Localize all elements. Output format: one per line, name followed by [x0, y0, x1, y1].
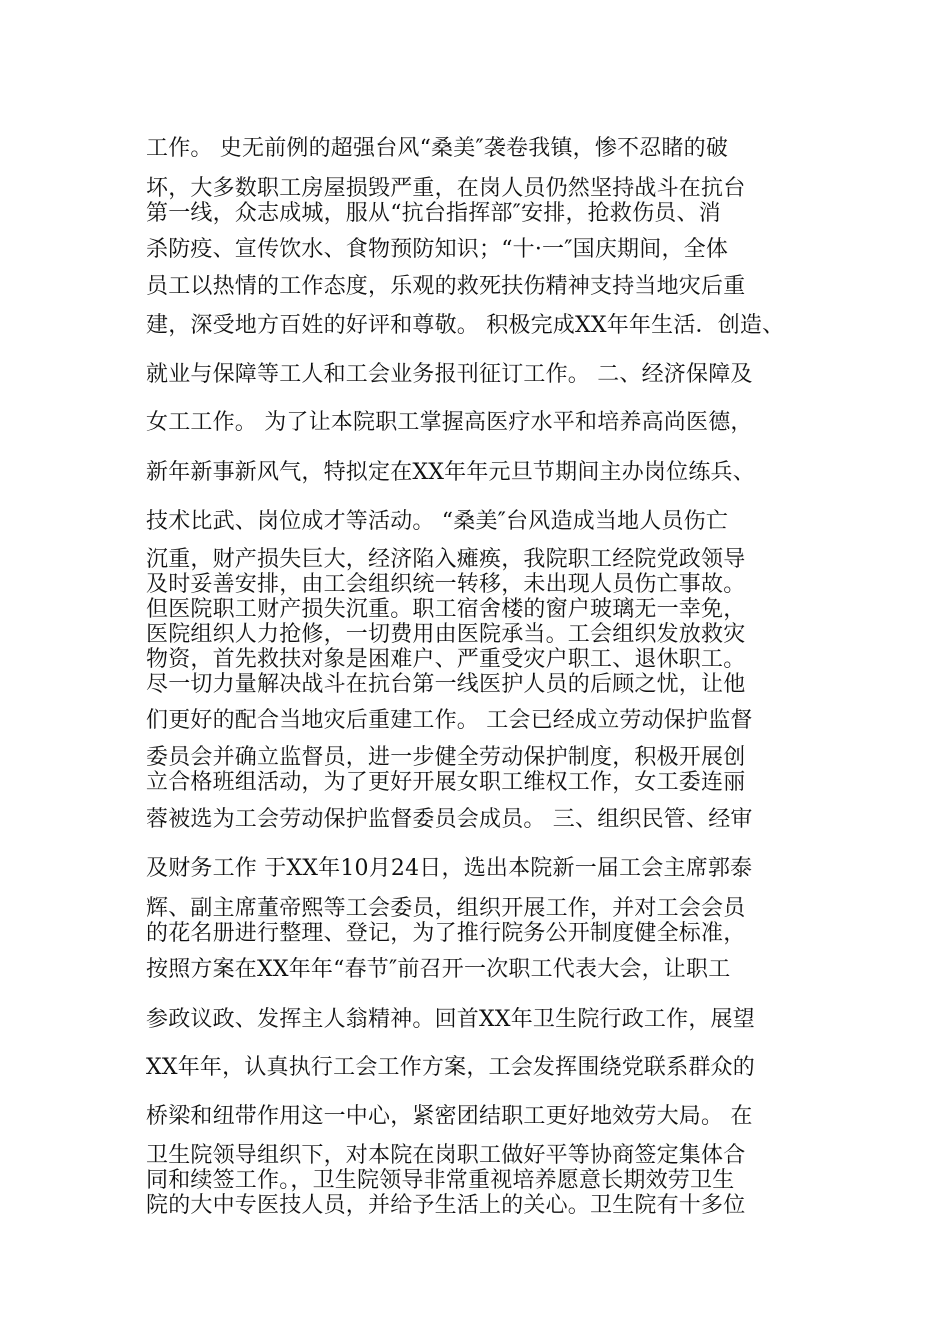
text-line: 立合格班组活动，为了更好开展女职工维权工作，女工委连丽: [146, 770, 746, 795]
text-line: 员工以热情的工作态度，乐观的救死扶伤精神支持当地灾后重: [146, 274, 746, 299]
text-line: 新年新事新风气，特拟定在XX年年元旦节期间主办岗位练兵、: [146, 460, 755, 485]
text-line: 蓉被选为工会劳动保护监督委员会成员。 三、组织民管、经审: [146, 807, 753, 832]
text-line: 就业与保障等工人和工会业务报刊征订工作。 二、经济保障及: [146, 362, 753, 387]
text-line: 沉重，财产损失巨大，经济陷入瘫痪，我院职工经院党政领导: [146, 547, 746, 572]
text-line: 但医院职工财产损失沉重。职工宿舍楼的窗户玻璃无一幸免，: [146, 597, 746, 622]
text-line: 第一线，众志成城，服从“抗台指挥部″安排，抢救伤员、消: [146, 201, 721, 226]
text-line: 卫生院领导组织下，对本院在岗职工做好平等协商签定集体合: [146, 1143, 746, 1168]
text-line: 委员会并确立监督员，进一步健全劳动保护制度，积极开展创: [146, 745, 746, 770]
text-line: 及时妥善安排，由工会组织统一转移，未出现人员伤亡事故。: [146, 572, 746, 597]
text-line: 们更好的配合当地灾后重建工作。 工会已经成立劳动保护监督: [146, 708, 753, 733]
text-line: 尽一切力量解决战斗在抗台第一线医护人员的后顾之忧，让他: [146, 672, 746, 697]
text-line: XX年年，认真执行工会工作方案，工会发挥围绕党联系群众的: [146, 1055, 755, 1080]
text-line: 技术比武、岗位成才等活动。 “桑美″台风造成当地人员伤亡: [146, 509, 729, 534]
text-line: 坏，大多数职工房屋损毁严重，在岗人员仍然坚持战斗在抗台: [146, 176, 746, 201]
text-line: 的花名册进行整理、登记，为了推行院务公开制度健全标准，: [146, 921, 746, 946]
text-line: 桥梁和纽带作用这一中心，紧密团结职工更好地效劳大局。 在: [146, 1104, 753, 1129]
text-line: 医院组织人力抢修，一切费用由医院承当。工会组织发放救灾: [146, 622, 746, 647]
text-line: 杀防疫、宣传饮水、食物预防知识；“十·一″国庆期间，全体: [146, 237, 729, 262]
text-line: 按照方案在XX年年“春节″前召开一次职工代表大会，让职工: [146, 957, 731, 982]
text-line: 及财务工作 于XX年10月24日，选出本院新一届工会主席郭泰: [146, 856, 753, 881]
text-line: 物资，首先救扶对象是困难户、严重受灾户职工、退休职工。: [146, 647, 746, 672]
text-line: 女工工作。 为了让本院职工掌握高医疗水平和培养高尚医德，: [146, 410, 753, 435]
text-line: 同和续签工作。，卫生院领导非常重视培养愿意长期效劳卫生: [146, 1168, 735, 1193]
text-line: 辉、副主席董帝熙等工会委员，组织开展工作，并对工会会员: [146, 896, 746, 921]
text-line: 参政议政、发挥主人翁精神。回首XX年卫生院行政工作，展望: [146, 1007, 755, 1032]
text-line: 建，深受地方百姓的好评和尊敬。 积极完成XX年年生活．创造、: [146, 313, 785, 338]
text-line: 院的大中专医技人员，并给予生活上的关心。卫生院有十多位: [146, 1193, 746, 1218]
text-line: 工作。 史无前例的超强台风“桑美″袭卷我镇，惨不忍睹的破: [146, 136, 729, 161]
